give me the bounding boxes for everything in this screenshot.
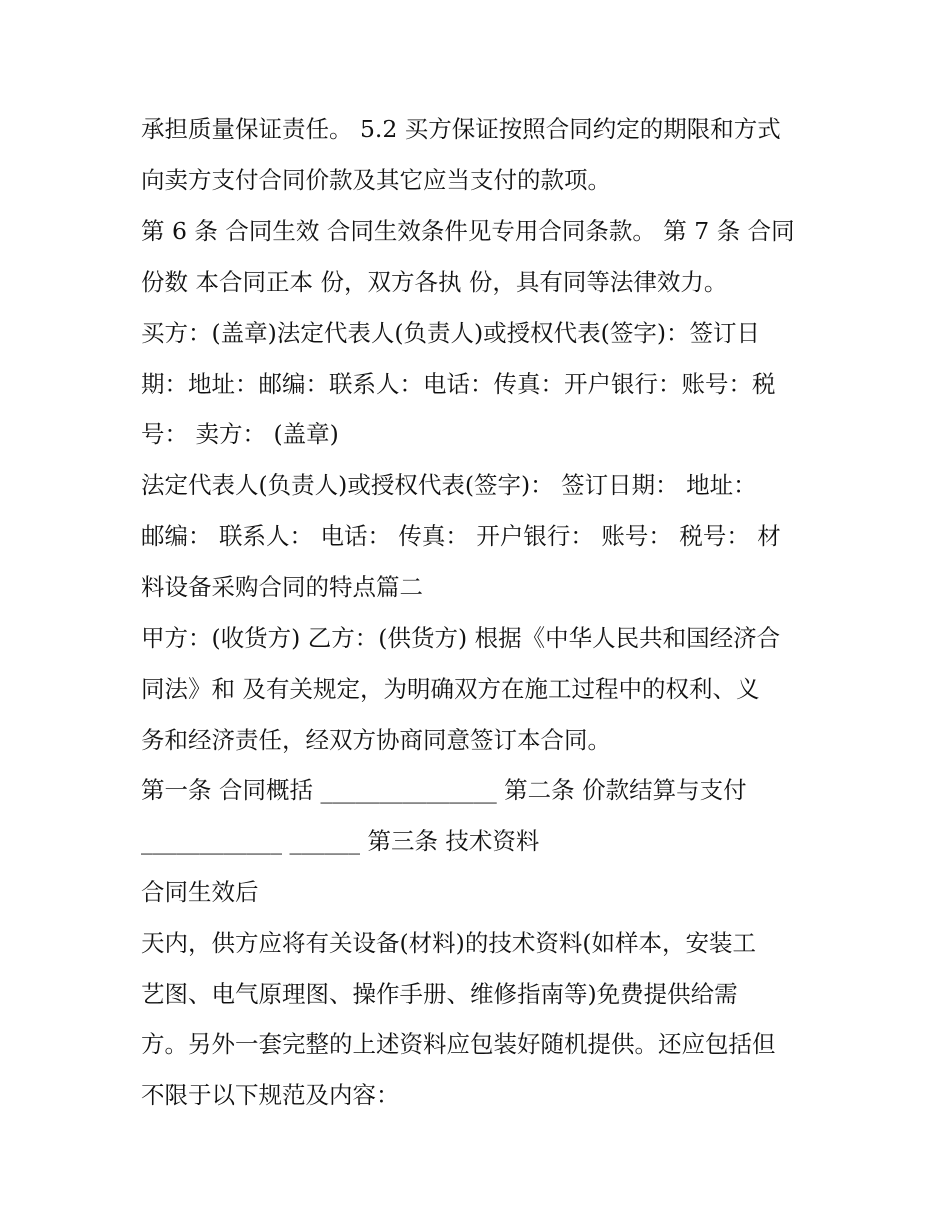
text-line: 不限于以下规范及内容：	[141, 1081, 400, 1109]
text-line: 份数 本合同正本 份，双方各执 份，具有同等法律效力。	[141, 268, 728, 296]
text-line: 号： 卖方： (盖章)	[141, 420, 339, 448]
text-line: 期：地址：邮编：联系人：电话：传真：开户银行：账号：税	[141, 370, 776, 398]
text-line: 承担质量保证责任。 5.2 买方保证按照合同约定的期限和方式	[141, 115, 781, 143]
text-line: 第 6 条 合同生效 合同生效条件见专用合同条款。 第 7 条 合同	[141, 217, 795, 245]
text-line: 方。另外一套完整的上述资料应包装好随机提供。还应包括但	[141, 1030, 776, 1058]
text-line: 甲方：(收货方) 乙方：(供货方) 根据《中华人民共和国经济合	[141, 624, 781, 652]
text-line: 买方：(盖章)法定代表人(负责人)或授权代表(签字)：签订日	[141, 319, 761, 347]
text-line: 务和经济责任，经双方协商同意签订本合同。	[141, 726, 611, 754]
text-line: 邮编： 联系人： 电话： 传真： 开户银行： 账号： 税号： 材	[141, 522, 781, 550]
text-line: 第一条 合同概括 _______________ 第二条 价款结算与支付	[141, 776, 747, 804]
text-line: 同法》和 及有关规定，为明确双方在施工过程中的权利、义	[141, 675, 760, 703]
text-line: 向卖方支付合同价款及其它应当支付的款项。	[141, 166, 611, 194]
text-line: 天内，供方应将有关设备(材料)的技术资料(如样本，安装工	[141, 929, 757, 957]
text-line: 合同生效后	[141, 878, 259, 906]
text-line: 艺图、电气原理图、操作手册、维修指南等)免费提供给需	[141, 980, 738, 1008]
text-line: ____________ ______ 第三条 技术资料	[141, 827, 540, 855]
section-heading: 料设备采购合同的特点篇二	[141, 573, 423, 601]
text-line: 法定代表人(负责人)或授权代表(签字)： 签订日期： 地址：	[141, 471, 757, 499]
